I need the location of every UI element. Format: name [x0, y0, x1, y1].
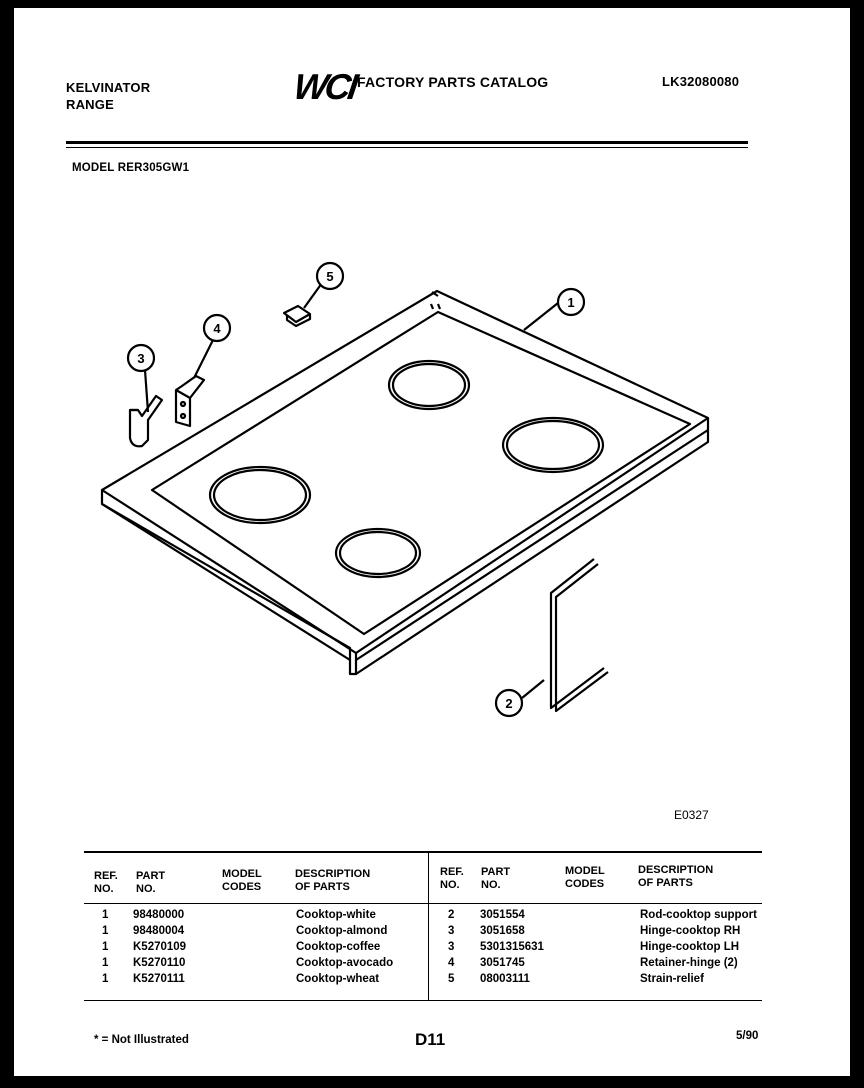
product-type: RANGE — [66, 97, 114, 112]
table-cell: 5 — [448, 973, 455, 985]
catalog-page — [14, 8, 850, 1076]
right-part-column — [480, 907, 544, 987]
table-cell: Rod-cooktop support — [640, 909, 757, 921]
retainer-hinge-part — [176, 376, 204, 426]
brand-name: KELVINATOR — [66, 80, 151, 95]
hdr-model-right: MODEL CODES — [565, 865, 605, 890]
table-cell: Hinge-cooktop RH — [640, 925, 741, 937]
table-cell: Cooktop-white — [296, 909, 376, 921]
callout-3-label: 3 — [137, 351, 145, 366]
table-cell: Hinge-cooktop LH — [640, 941, 740, 953]
catalog-number: LK32080080 — [662, 74, 740, 89]
table-cell: Cooktop-coffee — [296, 941, 381, 953]
table-cell: Cooktop-avocado — [296, 957, 394, 969]
hdr-ref-right: REF. NO. — [440, 866, 464, 891]
callout-1-label: 1 — [567, 295, 575, 310]
hdr-desc-right: DESCRIPTION OF PARTS — [638, 864, 714, 889]
table-cell: Cooktop-almond — [296, 925, 388, 937]
right-desc-column — [640, 907, 757, 987]
hdr-desc-left: DESCRIPTION OF PARTS — [295, 868, 371, 893]
table-header-rule — [84, 903, 762, 904]
table-cell: 1 — [102, 941, 109, 953]
table-cell: 2 — [448, 909, 455, 921]
table-cell: Cooktop-wheat — [296, 973, 380, 985]
table-cell: 3051658 — [480, 925, 525, 937]
table-cell: 5301315631 — [480, 941, 544, 953]
callout-2-label: 2 — [505, 696, 513, 711]
hinge-part — [130, 396, 162, 446]
catalog-title: FACTORY PARTS CATALOG — [357, 74, 549, 90]
table-cell: 98480000 — [133, 909, 185, 921]
table-cell: Retainer-hinge (2) — [640, 957, 738, 969]
table-cell: 3051554 — [480, 909, 525, 921]
model-label: MODEL RER305GW1 — [72, 162, 190, 174]
hdr-part-right: PART NO. — [481, 866, 511, 891]
cooktop-exploded-diagram — [14, 8, 850, 838]
table-cell: K5270110 — [133, 957, 186, 969]
hdr-ref-left: REF. NO. — [94, 870, 118, 895]
table-cell: 1 — [102, 957, 109, 969]
page-code: D11 — [415, 1030, 446, 1049]
left-part-column — [133, 907, 186, 987]
hdr-part-left: PART NO. — [136, 870, 166, 895]
left-desc-column — [296, 907, 393, 987]
right-ref-column — [448, 907, 454, 987]
callout-4-label: 4 — [213, 321, 221, 336]
footnote: * = Not Illustrated — [94, 1034, 189, 1046]
table-cell: 08003111 — [480, 973, 530, 985]
table-cell: Strain-relief — [640, 973, 704, 985]
table-top-rule — [84, 851, 762, 853]
table-cell: 3051745 — [480, 957, 525, 969]
callout-5-label: 5 — [326, 269, 334, 284]
table-divider — [428, 853, 429, 1000]
table-cell: K5270109 — [133, 941, 187, 953]
figure-code: E0327 — [674, 808, 709, 822]
table-cell: 1 — [102, 909, 109, 921]
revision-date: 5/90 — [736, 1030, 759, 1042]
table-cell: 3 — [448, 925, 455, 937]
left-ref-column — [102, 907, 108, 987]
hdr-model-left: MODEL CODES — [222, 868, 262, 893]
table-cell: 1 — [102, 973, 109, 985]
table-bottom-rule — [84, 1000, 762, 1001]
table-cell: 3 — [448, 941, 455, 953]
table-cell: 1 — [102, 925, 109, 937]
table-cell: K5270111 — [133, 973, 185, 985]
table-cell: 98480004 — [133, 925, 185, 937]
wci-logo: WCI — [291, 66, 358, 107]
table-cell: 4 — [448, 957, 455, 969]
